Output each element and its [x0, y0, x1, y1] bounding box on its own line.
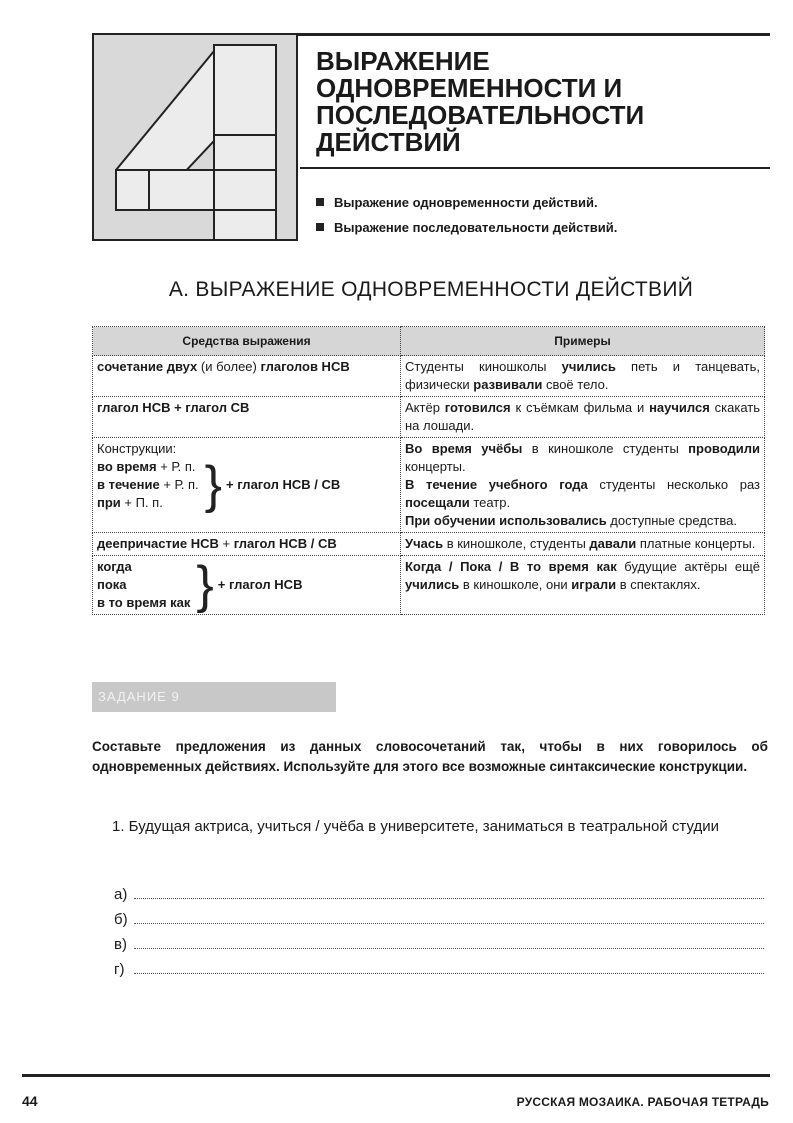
footer-rule [22, 1074, 770, 1077]
example-line [405, 476, 760, 512]
example-text: к съёмкам фильма и [510, 400, 650, 415]
answer-blank[interactable] [134, 935, 764, 949]
means-cell: деепричастие НСВ + глагол НСВ / СВ [93, 533, 401, 556]
answer-label: в) [114, 936, 127, 953]
right-brace-icon: } [204, 456, 223, 514]
conjunction-result: + глагол НСВ [217, 577, 303, 592]
example-cell [401, 556, 765, 615]
means-cell [93, 438, 401, 533]
means-cell: сочетание двух (и более) глаголов НСВ [93, 356, 401, 397]
chapter-number-graphic [92, 33, 298, 241]
example-text: будущие актёры ещё [616, 559, 760, 574]
example-text: платные концерты. [636, 536, 756, 551]
chapter-title: ВЫРАЖЕНИЕ ОДНОВРЕМЕННОСТИ И ПОСЛЕДОВАТЕЛЬНОСТИ ДЕЙСТВИЙ [316, 46, 645, 157]
construction-line: во время + Р. п. [97, 459, 196, 474]
example-bold-text: научился [649, 400, 710, 415]
example-cell [401, 397, 765, 438]
example-bold-text: Учась [405, 536, 444, 551]
example-cell [401, 533, 765, 556]
means-cell: глагол НСВ + глагол СВ [93, 397, 401, 438]
example-text: в киношколе студенты [522, 441, 689, 456]
example-bold-text: развивали [473, 377, 543, 392]
example-text: петь и танцевать, физически [405, 359, 760, 392]
answer-line[interactable] [114, 960, 764, 985]
example-bold-text: Во время учёбы [405, 441, 523, 456]
example-cell [401, 438, 765, 533]
example-text: скакать на лошади. [405, 400, 760, 433]
example-bold-text: готовился [444, 400, 511, 415]
construction-result: + глагол НСВ / СВ [226, 477, 341, 492]
example-text: своё тело. [542, 377, 609, 392]
example-text: в спектаклях. [616, 577, 701, 592]
answer-line[interactable] [114, 910, 764, 935]
book-title: РУССКАЯ МОЗАИКА. РАБОЧАЯ ТЕТРАДЬ [516, 1095, 769, 1109]
conjunctions-group [97, 558, 396, 612]
construction-line: при + П. п. [97, 495, 163, 510]
bullet-square-icon [316, 223, 324, 231]
example-bold-text: давали [589, 536, 637, 551]
column-header-means: Средства выражения [93, 327, 401, 356]
example-text: Студенты киношколы [405, 359, 562, 374]
answer-line[interactable] [114, 935, 764, 960]
means-cell [93, 556, 401, 615]
example-bold-text: При обучении использовались [405, 513, 607, 528]
constructions-title: Конструкции: [97, 441, 177, 456]
example-bold-text: Когда / Пока / В то время как [405, 559, 617, 574]
example-bold-text: учились [405, 577, 460, 592]
example-text: в киношколе, они [459, 577, 572, 592]
chapter-topics-list [316, 190, 617, 240]
example-text: театр. [469, 495, 511, 510]
task-label-banner: ЗАДАНИЕ 9 [92, 682, 336, 712]
construction-line: в течение + Р. п. [97, 477, 199, 492]
means-of-expression-table [92, 326, 765, 615]
conjunction-line: когда [97, 559, 132, 574]
section-heading: А. ВЫРАЖЕНИЕ ОДНОВРЕМЕННОСТИ ДЕЙСТВИЙ [168, 278, 694, 301]
example-text: студенты несколько раз [587, 477, 760, 492]
task-instruction: Составьте предложения из данных словосочетаний так, чтобы в них говорилось об одновременных действиях. Используйте для этого все возможные синтаксические конструкции. [92, 739, 768, 774]
example-text: доступные средства. [606, 513, 737, 528]
answer-line[interactable] [114, 885, 764, 910]
answer-lines [114, 885, 764, 985]
answer-blank[interactable] [134, 910, 764, 924]
example-text: Актёр [405, 400, 445, 415]
header-bottom-rule [300, 167, 770, 169]
answer-label: а) [114, 886, 128, 903]
answer-blank[interactable] [134, 960, 764, 974]
exercise-prompt: 1. Будущая актриса, учиться / учёба в университете, заниматься в театральной студии [112, 818, 719, 835]
chapter-number-four-shape [94, 35, 298, 241]
topic-item: Выражение одновременности действий. [316, 190, 617, 215]
header-top-rule [298, 33, 770, 36]
conjunction-line: в то время как [97, 595, 191, 610]
example-bold-text: проводили [688, 441, 760, 456]
constructions-group [97, 458, 396, 512]
answer-blank[interactable] [134, 885, 764, 899]
answer-label: б) [114, 911, 128, 928]
example-bold-text: В течение учебного года [405, 477, 588, 492]
answer-label: г) [114, 961, 125, 978]
table-row [93, 533, 765, 556]
example-text: в киношколе, студенты [443, 536, 590, 551]
example-bold-text: учились [561, 359, 616, 374]
column-header-examples: Примеры [401, 327, 765, 356]
example-line [405, 512, 760, 530]
table-header-row [93, 327, 765, 356]
example-bold-text: посещали [405, 495, 470, 510]
table-row [93, 556, 765, 615]
example-bold-text: играли [571, 577, 617, 592]
example-cell [401, 356, 765, 397]
table-row [93, 397, 765, 438]
bullet-square-icon [316, 198, 324, 206]
page-number: 44 [22, 1093, 38, 1109]
table-row [93, 438, 765, 533]
topic-item: Выражение последовательности действий. [316, 215, 617, 240]
conjunction-line: пока [97, 577, 127, 592]
example-line [405, 440, 760, 476]
example-text: концерты. [405, 459, 466, 474]
table-row [93, 356, 765, 397]
right-brace-icon: } [196, 556, 214, 614]
